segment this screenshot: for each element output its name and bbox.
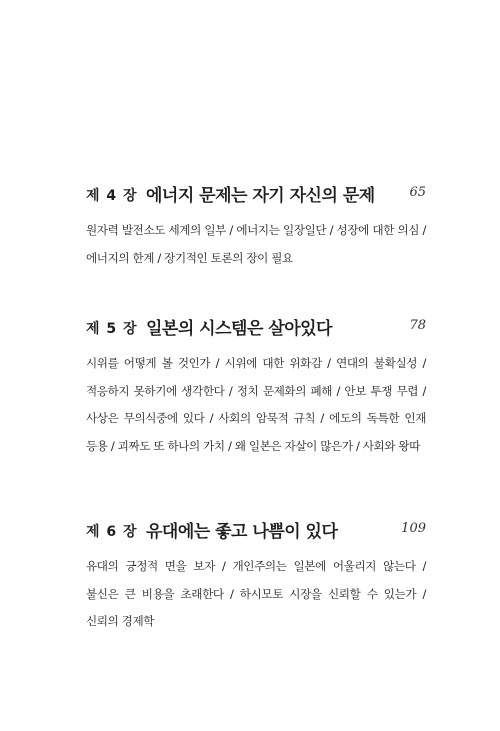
chapter-title: 유대에는 좋고 나쁨이 있다 [146, 522, 338, 542]
chapter-page-number: 78 [409, 318, 426, 333]
chapter-sections: 유대의 긍정적 면을 보자 / 개인주의는 일본에 어울리지 않는다 / 불신은 큰 비용을 초래한다 / 하시모토 시장을 신뢰할 수 있는가 / 신뢰의 경제학 [86, 559, 426, 628]
chapter-number: 제 4 장 [86, 188, 138, 204]
chapter-sections: 시위를 어떻게 볼 것인가 / 시위에 대한 위화감 / 연대의 불확실성 / 적응하지 못하기에 생각한다 / 정치 문제화의 폐해 / 안보 투쟁 무렵 / 사상은 무의식중에 있다 / 사회의 암묵적 규칙 / 에도의 독특한 인재 등용 / 괴짜도 또 하나의 가치 / 왜 일본은 자살이 많은가 / 사회와 왕따 [86, 356, 426, 453]
chapter-page-number: 65 [409, 185, 426, 200]
chapter-heading [86, 517, 426, 543]
chapter-6 [86, 517, 426, 636]
chapter-heading [86, 181, 426, 207]
chapter-title: 에너지 문제는 자기 자신의 문제 [146, 186, 375, 206]
chapter-sections: 원자력 발전소도 세계의 일부 / 에너지는 일장일단 / 성장에 대한 의심 / 에너지의 한계 / 장기적인 토론의 장이 필요 [86, 223, 426, 265]
chapter-page-number: 109 [401, 521, 426, 536]
chapter-4 [86, 181, 426, 272]
chapter-number: 제 6 장 [86, 524, 138, 540]
chapter-5 [86, 314, 426, 460]
chapter-heading [86, 314, 426, 340]
chapter-title: 일본의 시스템은 살아있다 [146, 319, 332, 339]
chapter-number: 제 5 장 [86, 321, 138, 337]
